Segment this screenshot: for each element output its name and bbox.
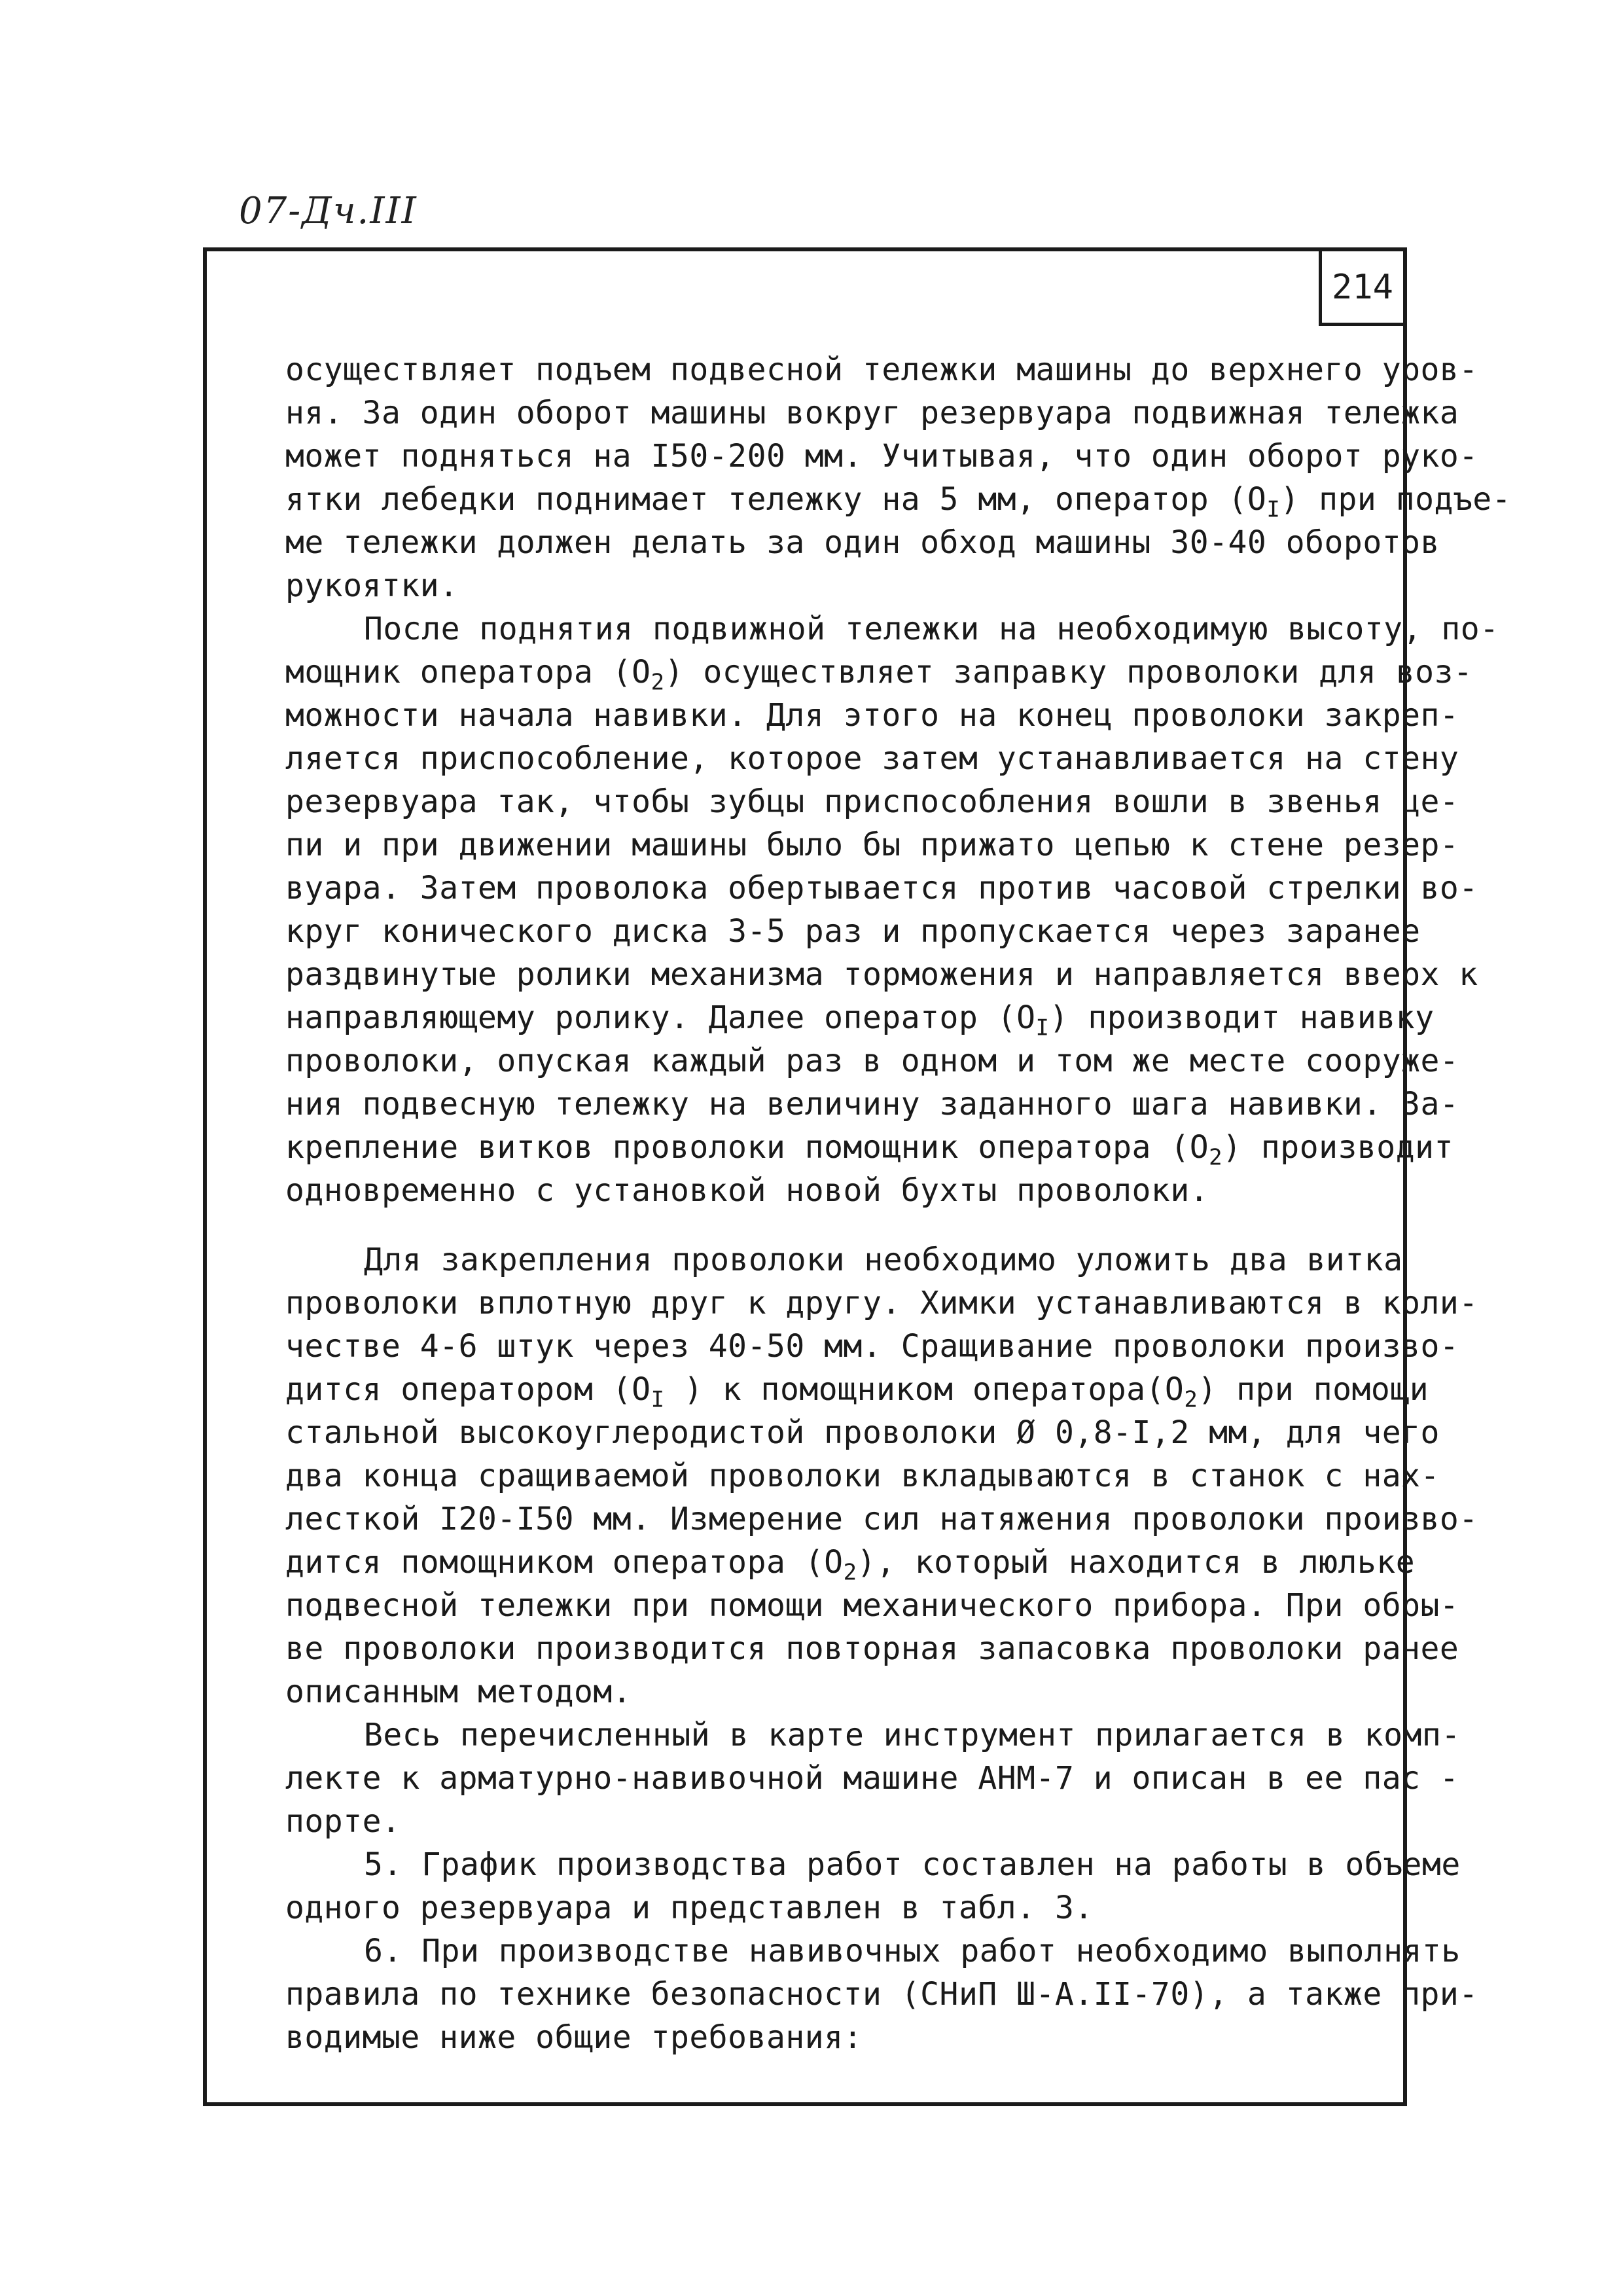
- text-line: ния подвесную тележку на величину заданного шага навивки. За-: [285, 1086, 1459, 1122]
- text-line: проволоки, опуская каждый раз в одном и том же месте сооруже-: [285, 1043, 1459, 1079]
- text-line: ня. За один оборот машины вокруг резервуара подвижная тележка: [285, 395, 1459, 431]
- text-line: ляется приспособление, которое затем устанавливается на стену: [285, 740, 1459, 777]
- text-line: подвесной тележки при помощи механического прибора. При обры-: [285, 1587, 1459, 1624]
- text-line: раздвинутые ролики механизма торможения и направляется вверх к: [285, 956, 1478, 993]
- document-body: [285, 348, 1512, 2059]
- page-frame: [203, 247, 1512, 2106]
- text-line: лесткой I20-I50 мм. Измерение сил натяжения проволоки произво-: [285, 1501, 1478, 1537]
- text-line: честве 4-6 штук через 40-50 мм. Сращивание проволоки произво-: [285, 1328, 1459, 1365]
- text-line: водимые ниже общие требования:: [285, 2019, 863, 2056]
- text-line: направляющему ролику. Далее оператор $(O_I)$ производит навивку: [285, 999, 1435, 1041]
- text-line: два конца сращиваемой проволоки вкладываются в станок с нах-: [285, 1458, 1440, 1494]
- text-line: дится оператором ($O_I$ ) к помощником $оператора(O_2)$ при помощи: [285, 1371, 1429, 1413]
- paragraph-gap: [285, 1212, 1398, 1238]
- text-line: ме тележки должен делать за один обход машины 30-40 оборотов: [285, 524, 1440, 561]
- paragraph: [285, 348, 1512, 607]
- text-line: стальной высокоуглеродистой проволоки Ø 0,8-I,2 мм, для чего: [285, 1414, 1440, 1451]
- paragraph: [285, 1929, 1478, 2059]
- paragraph: [285, 607, 1499, 1212]
- paragraph: [285, 1713, 1461, 1843]
- text-line: мощник оператора $(O_2)$ осуществляет заправку проволоки для воз-: [285, 654, 1473, 696]
- text-line: резервуара так, чтобы зубцы приспособления вошли в звенья це-: [285, 783, 1459, 820]
- text-line: крепление витков проволоки помощник оператора $(O_2)$ производит: [285, 1129, 1454, 1171]
- text-line: рукоятки.: [285, 567, 459, 604]
- text-line: ве проволоки производится повторная запасовка проволоки ранее: [285, 1630, 1459, 1667]
- text-line: осуществляет подъем подвесной тележки машины до верхнего уров-: [285, 351, 1478, 388]
- text-line: 5. График производства работ составлен на работы в объеме: [364, 1846, 1461, 1883]
- text-line: одновременно с установкой новой бухты проволоки.: [285, 1172, 1209, 1209]
- text-line: может подняться на I50-200 мм. Учитывая, что один оборот руко-: [285, 438, 1478, 475]
- text-line: После поднятия подвижной тележки на необходимую высоту, по-: [364, 611, 1499, 647]
- text-line: можности начала навивки. Для этого на конец проволоки закреп-: [285, 697, 1459, 734]
- text-line: лекте к арматурно-навивочной машине АНМ-7 и описан в ее пас -: [285, 1760, 1459, 1797]
- text-line: ятки лебедки поднимает тележку на 5 мм, оператор $(O_I)$ при подъе-: [285, 481, 1512, 523]
- text-line: правила по технике безопасности (СНиП Ш-А.II-70), а также при-: [285, 1976, 1478, 2013]
- paragraph: [285, 1843, 1461, 1929]
- text-line: описанным методом.: [285, 1674, 632, 1710]
- paragraph: [285, 1238, 1478, 1713]
- text-line: одного резервуара и представлен в табл. 3.: [285, 1890, 1094, 1926]
- text-line: дится помощником оператора $(O_2)$, который находится в люльке: [285, 1544, 1416, 1586]
- page-number: 214: [1319, 247, 1407, 326]
- text-line: Весь перечисленный в карте инструмент прилагается в комп-: [364, 1717, 1461, 1753]
- text-line: 6. При производстве навивочных работ необходимо выполнять: [364, 1933, 1461, 1969]
- text-line: Для закрепления проволоки необходимо уложить два витка: [364, 1242, 1403, 1278]
- document-code: 07-Дч.III: [239, 190, 418, 232]
- text-line: вуара. Затем проволока обертывается против часовой стрелки во-: [285, 870, 1478, 906]
- text-line: проволоки вплотную друг к другу. Химки устанавливаются в коли-: [285, 1285, 1478, 1321]
- text-line: круг конического диска 3-5 раз и пропускается через заранее: [285, 913, 1421, 950]
- text-line: порте.: [285, 1803, 401, 1840]
- text-line: пи и при движении машины было бы прижато цепью к стене резер-: [285, 827, 1459, 863]
